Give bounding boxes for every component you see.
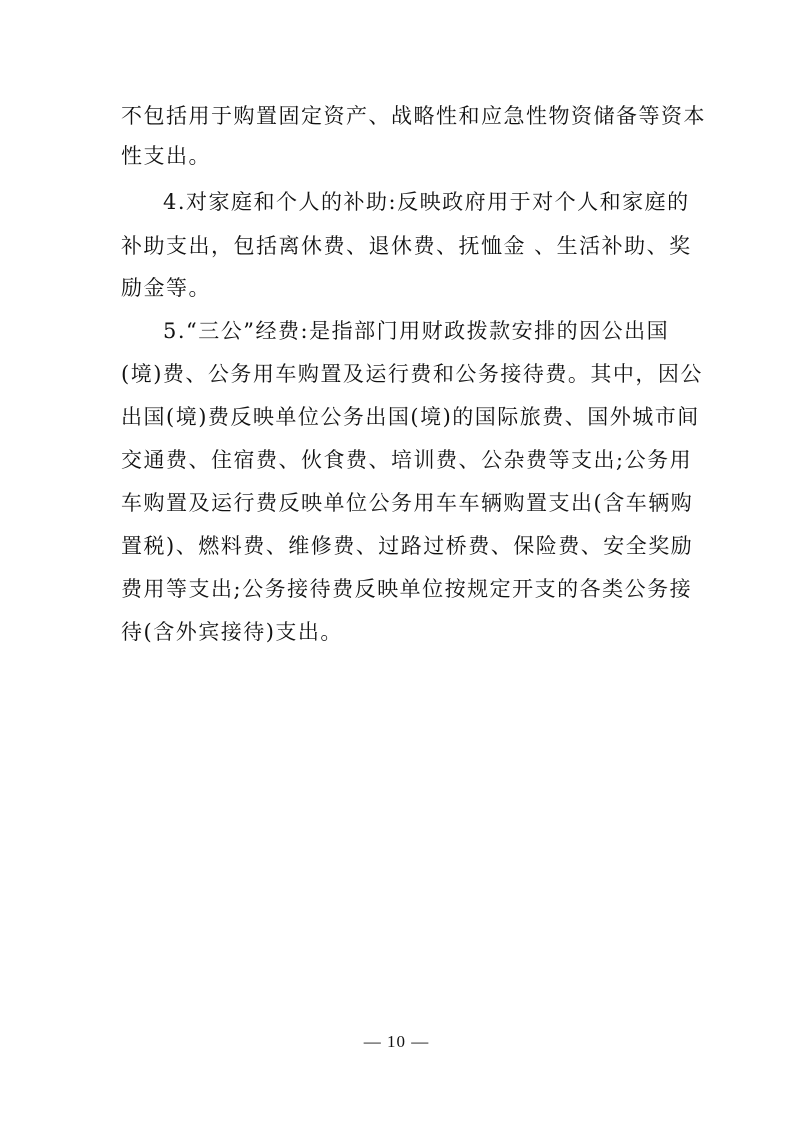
page-number: — 10 — [363, 1032, 430, 1051]
text-line: 5.“三公”经费:是指部门用财政拨款安排的因公出国 [163, 319, 670, 343]
text-line: 不包括用于购置固定资产、战略性和应急性物资储备等资本 [121, 104, 706, 128]
text-line: 励金等。 [121, 276, 211, 300]
text-line: (境)费、公务用车购置及运行费和公务接待费。其中，因公 [121, 362, 703, 386]
text-line: 置税)、燃料费、维修费、过路过桥费、保险费、安全奖励 [121, 534, 694, 558]
text-line: 车购置及运行费反映单位公务用车车辆购置支出(含车辆购 [121, 491, 694, 515]
text-line: 4.对家庭和个人的补助:反映政府用于对个人和家庭的 [163, 190, 690, 214]
text-line: 性支出。 [121, 144, 211, 168]
text-line: 待(含外宾接待)支出。 [121, 620, 343, 644]
text-line: 交通费、住宿费、伙食费、培训费、公杂费等支出;公务用 [121, 448, 693, 472]
text-line: 费用等支出;公务接待费反映单位按规定开支的各类公务接 [121, 577, 693, 601]
text-line: 出国(境)费反映单位公务出国(境)的国际旅费、国外城市间 [121, 405, 700, 429]
text-line: 补助支出，包括离休费、退休费、抚恤金 、生活补助、奖 [121, 234, 692, 258]
